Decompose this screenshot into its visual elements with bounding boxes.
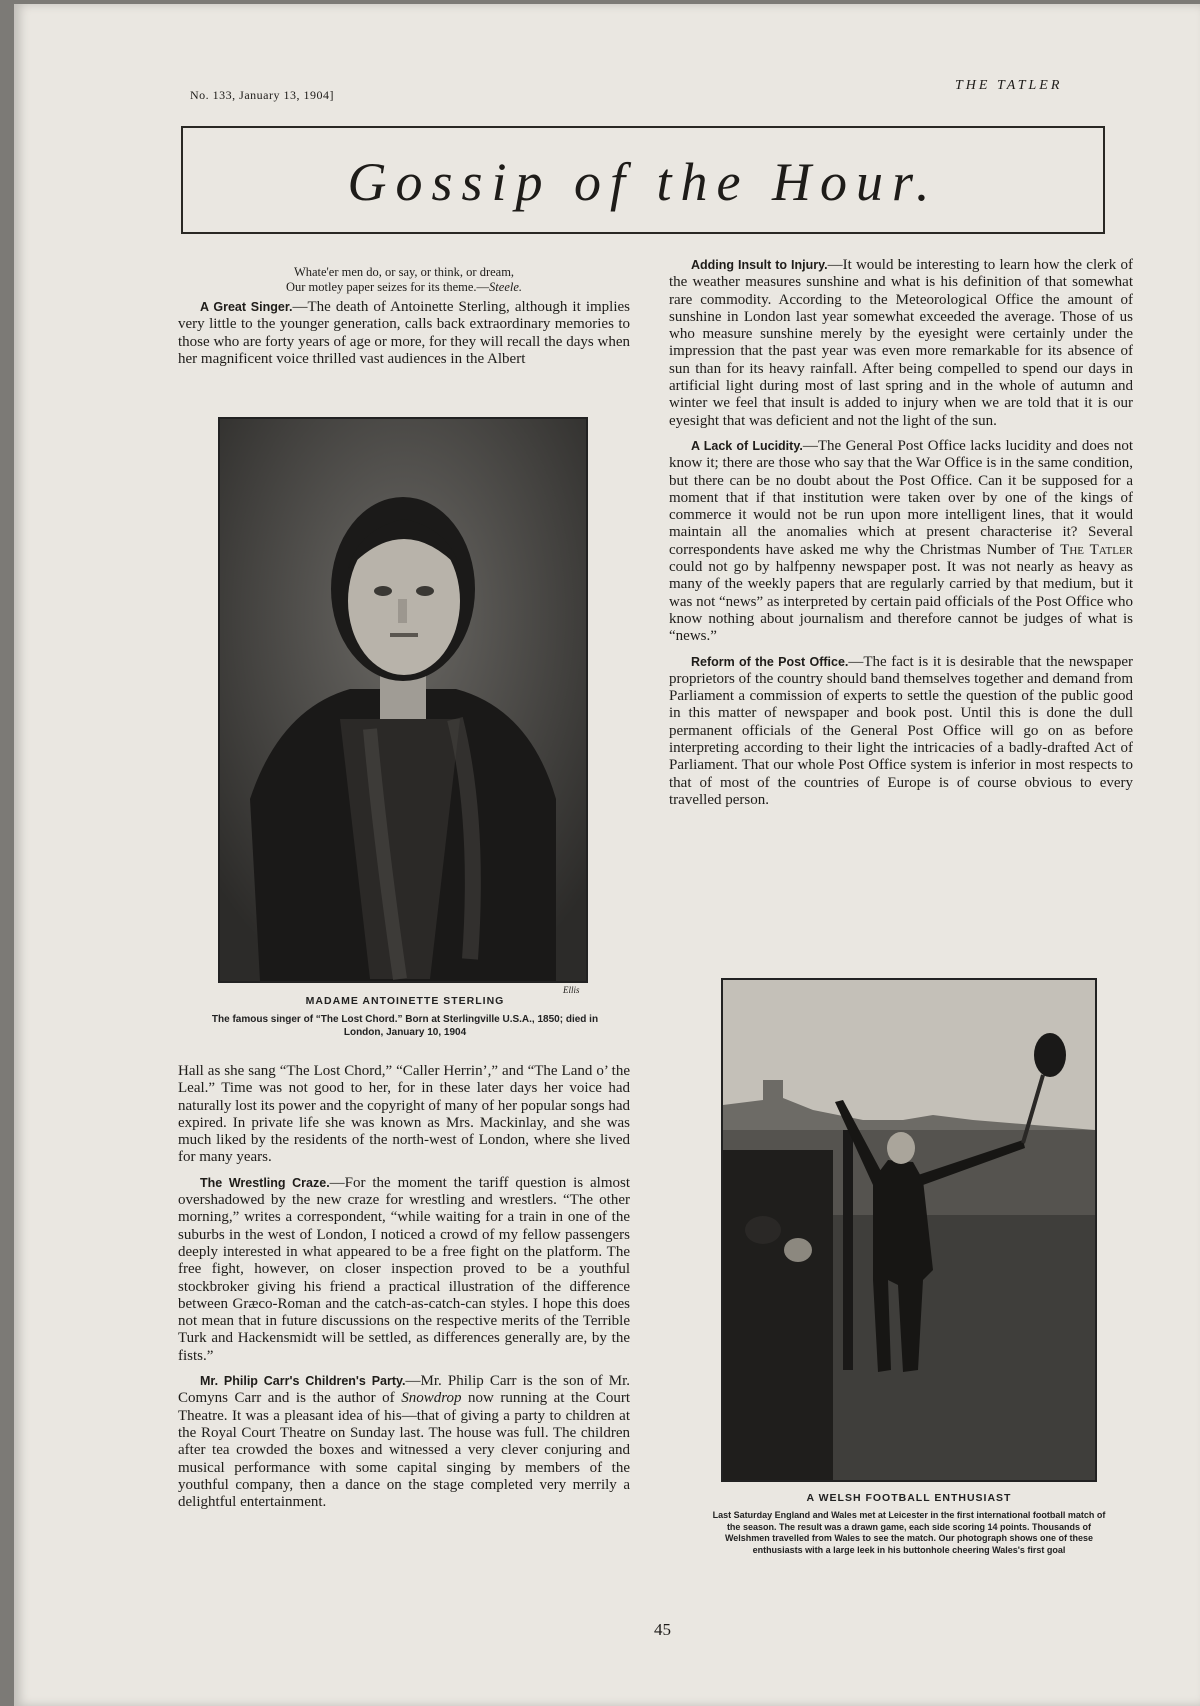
magazine-name: THE TATLER: [955, 78, 1063, 93]
paragraph-great-singer: A Great Singer.—The death of Antoinette Sterling, although it implies very little to the younger generation, calls back extraordinary memories to those who are forty years of age or more, for they will recall the days when her magnificent voice thrilled vast audiences in the Albert: [178, 299, 630, 367]
photo-credit: Ellis: [563, 985, 580, 995]
paragraph-children-party: Mr. Philip Carr's Children's Party.—Mr. Philip Carr is the son of Mr. Comyns Carr and is the author of Snowdrop now running at the Court Theatre. It was a pleasant idea of his—that of giving a party to children at the Royal Court Theatre on Sunday last. The house was full. The children after tea crowded the boxes and witnessed a very clever conjuring and musical performance with some capital singing by members of the youthful company, then a dance on the stage completed very merrily a delightful entertainment.: [178, 1373, 631, 1511]
motto: [178, 265, 630, 295]
football-photo: [721, 978, 1097, 1482]
football-caption-text: Last Saturday England and Wales met at Leicester in the first international football match of the season. The result was a drawn game, each side scoring 14 points. Thousands of Welshmen travelled from Wales to see the match. Our photograph shows one of these enthusiasts with a large leek in his buttonhole cheering Wales's first goal: [712, 1510, 1106, 1555]
run-in-heading: Reform of the Post Office.: [691, 654, 849, 669]
run-in-heading: Adding Insult to Injury.: [691, 258, 828, 272]
football-image: [723, 980, 1095, 1480]
run-in-heading: A Lack of Lucidity.: [691, 438, 803, 453]
paragraph-post-office-reform: Reform of the Post Office.—The fact is it is desirable that the newspaper proprietors of the country should band themselves together and demand from Parliament a commission of experts to settle the question of the public good in this matter of newspaper and book post. Until this is done the dull permanent officials of the General Post Office will go on as before interpreting according to their light the intricacies of a badly-drafted Act of Parliament. That our whole Post Office system is inferior in most respects to that of most of the countries of Europe is of course obvious to every travelled person.: [669, 653, 1133, 808]
football-caption: [708, 1492, 1110, 1556]
motto-line-1: Whate'er men do, or say, or think, or dream,: [293, 265, 515, 279]
paragraph-lucidity: A Lack of Lucidity.—The General Post Office lacks lucidity and does not know it; there are those who say that the War Office is in the same condition, but there can be no doubt about the Post Office. Can it be supposed for a moment that if that institution were taken over by one of the kings of commerce it would not be run upon more intelligent lines, that it would maintain all the anomalies which at present characterise it? Several correspondents have asked me why the Christmas Number of The Tatler could not go by halfpenny newspaper post. It was not nearly as heavy as many of the weekly papers that are regularly carried by that medium, but it was not “news” as interpreted by certain paid officials of the Post Office who know nothing about journalism and therefore cannot be judges of what is “news.”: [669, 437, 1133, 645]
paragraph-great-singer-cont: Hall as she sang “The Lost Chord,” “Caller Herrin’,” and “The Land o’ the Leal.” Time was not good to her, for in these later days her voice had naturally lost its power and the copyright of many of her popular songs had expired. In private life she was known as Mrs. Mackinlay, and she was much liked by the residents of the north-west of London, where she lived for many years.: [178, 1063, 630, 1166]
run-in-heading: A Great Singer.: [200, 300, 293, 314]
motto-line-2: Our motley paper seizes for its theme.—Steele.: [285, 280, 523, 294]
right-column: [669, 257, 1133, 817]
issue-line: No. 133, January 13, 1904]: [190, 88, 334, 102]
paragraph-insult-injury: Adding Insult to Injury.—It would be interesting to learn how the clerk of the weather measures sunshine and what is his definition of that somewhat rare commodity. According to the Meteorological Office the amount of sunshine in London last year somewhat exceeded the average. Those of us who measure sunshine merely by the eyesight were certainly under the impression that the past year was even more remarkable for its absence of sun than for its heavy rainfall. After being compelled to spend our days in artificial light during most of last spring and in the whole of autumn and winter we feel that insult is added to injury when we are told that it is our eyesight that was deficient and not the light of the sun.: [669, 257, 1134, 429]
page-title: Gossip of the Hour.: [347, 152, 939, 212]
left-column-top: [178, 265, 630, 376]
run-in-heading: The Wrestling Craze.: [200, 1175, 330, 1190]
page-number: 45: [654, 1620, 671, 1639]
portrait-photo: [218, 417, 588, 983]
portrait-image: [220, 419, 586, 981]
run-in-heading: Mr. Philip Carr's Children's Party.: [200, 1374, 406, 1389]
portrait-caption: [200, 995, 610, 1039]
paragraph-wrestling: The Wrestling Craze.—For the moment the tariff question is almost overshadowed by the new craze for wrestling and wrestlers. “The other morning,” writes a correspondent, “while waiting for a train in one of the suburbs in the west of London, I noticed a crowd of my fellow passengers deeply interested in what appeared to be a free fight on the platform. The free fight, however, on closer inspection proved to be a youthful stockbroker giving his friend a practical illustration of the difference between Græco-Roman and the catch-as-catch-can styles. I hope this does not mean that in future discussions on the respective merits of the Terrible Turk and Hackensmidt will be settled, as differences generally are, by the fists.”: [178, 1174, 630, 1364]
portrait-caption-text: The famous singer of “The Lost Chord.” Born at Sterlingville U.S.A., 1850; died in London, January 10, 1904: [211, 1014, 599, 1038]
motto-attribution: Steele.: [489, 280, 523, 294]
left-column-bottom: [178, 1063, 630, 1519]
portrait-caption-title: MADAME ANTOINETTE STERLING: [305, 995, 505, 1007]
football-caption-title: A WELSH FOOTBALL ENTHUSIAST: [806, 1492, 1012, 1504]
title-box: [181, 126, 1105, 234]
